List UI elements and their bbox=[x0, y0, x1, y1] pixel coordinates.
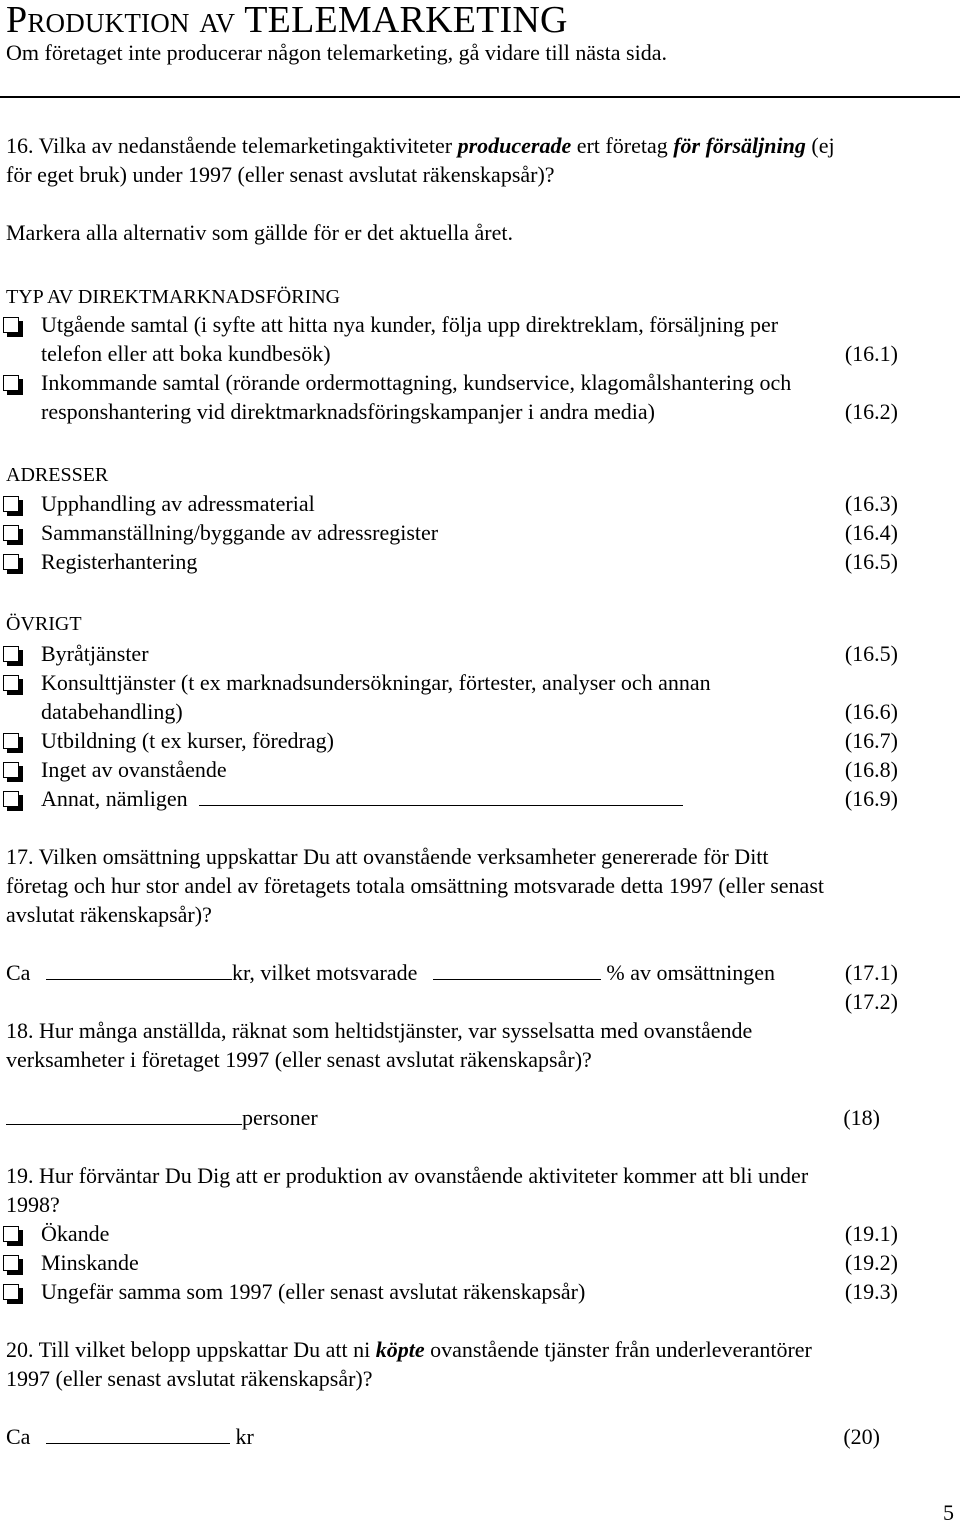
option-code: (16.3) bbox=[844, 491, 898, 516]
q16-emphasis-forsaljning: för försäljning bbox=[673, 133, 806, 158]
option-code: (19.2) bbox=[844, 1250, 898, 1275]
q16-instruction: Markera alla alternativ som gällde för er det aktuella året. bbox=[6, 220, 513, 245]
option-code: (16.1) bbox=[844, 341, 898, 366]
q18-text-line1: 18. Hur många anställda, räknat som heltidstjänster, var sysselsatta med ovanstående bbox=[6, 1018, 753, 1043]
purchase-amount-field[interactable] bbox=[46, 1425, 230, 1444]
option-code: (19.1) bbox=[844, 1221, 898, 1246]
option-label-16-4: Sammanställning/byggande av adressregister bbox=[41, 520, 439, 545]
q19-text-line1: 19. Hur förväntar Du Dig att er produktion av ovanstående aktiviteter kommer att bli under bbox=[6, 1163, 809, 1188]
option-label-byratjanster: Byråtjänster bbox=[41, 641, 149, 666]
page-subtitle: Om företaget inte producerar någon telemarketing, gå vidare till nästa sida. bbox=[6, 40, 667, 65]
q17-text-line3: avslutat räkenskapsår)? bbox=[6, 902, 212, 927]
q16-text-line2: för eget bruk) under 1997 (eller senast avslutat räkenskapsår)? bbox=[6, 162, 555, 187]
option-code: (16.4) bbox=[844, 520, 898, 545]
option-code: (16.5) bbox=[844, 549, 898, 574]
option-code: (18) bbox=[843, 1105, 880, 1130]
checkbox-16-9[interactable] bbox=[3, 791, 19, 807]
q17-text-line1: 17. Vilken omsättning uppskattar Du att ovanstående verksamheter genererade för Ditt bbox=[6, 844, 769, 869]
page-number: 5 bbox=[943, 1500, 954, 1525]
option-label-annat: Annat, nämligen bbox=[41, 786, 188, 811]
checkbox-19-1[interactable] bbox=[3, 1226, 19, 1242]
checkbox-16-5[interactable] bbox=[3, 554, 19, 570]
q17-text-line2: företag och hur stor andel av företagets totala omsättning motsvarade detta 1997 (eller senast bbox=[6, 873, 824, 898]
q16-emphasis-producerade: producerade bbox=[457, 133, 572, 158]
option-label-16-3: Upphandling av adressmaterial bbox=[41, 491, 315, 516]
checkbox-19-2[interactable] bbox=[3, 1255, 19, 1271]
q20-text: ovanstående tjänster från underleverantörer bbox=[424, 1337, 812, 1362]
section-heading-ovrigt: ÖVRIGT bbox=[6, 613, 82, 635]
option-code: (20) bbox=[843, 1424, 880, 1449]
option-code: (16.5) bbox=[844, 641, 898, 666]
employees-field[interactable] bbox=[6, 1106, 242, 1125]
checkbox-16-2[interactable] bbox=[3, 375, 19, 391]
option-code: (17.1) bbox=[844, 960, 898, 985]
checkbox-16-5b[interactable] bbox=[3, 646, 19, 662]
option-label-16-2-cont: responshantering vid direktmarknadsföringskampanjer i andra media) bbox=[41, 399, 655, 424]
option-code: (16.8) bbox=[844, 757, 898, 782]
option-code: (19.3) bbox=[844, 1279, 898, 1304]
option-label-16-5: Registerhantering bbox=[41, 549, 198, 574]
ca-label: Ca bbox=[6, 1424, 31, 1449]
turnover-percent-field[interactable] bbox=[433, 961, 601, 980]
header-divider bbox=[0, 96, 960, 98]
q20-emphasis-kopte: köpte bbox=[375, 1337, 425, 1362]
q19-text-line2: 1998? bbox=[6, 1192, 60, 1217]
section-heading-adresser: ADRESSER bbox=[6, 464, 109, 486]
option-label-16-1-cont: telefon eller att boka kundbesök) bbox=[41, 341, 331, 366]
option-code: (16.6) bbox=[844, 699, 898, 724]
option-label-16-7: Utbildning (t ex kurser, föredrag) bbox=[41, 728, 334, 753]
checkbox-16-1[interactable] bbox=[3, 317, 19, 333]
option-label-16-2: Inkommande samtal (rörande ordermottagning, kundservice, klagomålshantering och bbox=[41, 370, 792, 395]
kr-label: kr bbox=[235, 1424, 254, 1449]
option-label-16-1: Utgående samtal (i syfte att hitta nya kunder, följa upp direktreklam, försäljning per bbox=[41, 312, 779, 337]
q18-answer-row bbox=[6, 1105, 318, 1131]
option-label-16-9 bbox=[41, 786, 683, 812]
annat-text-field[interactable] bbox=[199, 787, 683, 806]
q16-text: 16. Vilka av nedanstående telemarketingaktiviteter bbox=[6, 133, 458, 158]
ca-label: Ca bbox=[6, 960, 31, 985]
option-code: (16.2) bbox=[844, 399, 898, 424]
q20-text: 20. Till vilket belopp uppskattar Du att ni bbox=[6, 1337, 376, 1362]
page-title: Produktion av TELEMARKETING bbox=[6, 0, 568, 41]
option-label-16-6-cont: databehandling) bbox=[41, 699, 183, 724]
option-label-19-2: Minskande bbox=[41, 1250, 139, 1275]
option-label-16-8: Inget av ovanstående bbox=[41, 757, 227, 782]
kr-text: kr, vilket motsvarade bbox=[231, 960, 418, 985]
option-label-19-3: Ungefär samma som 1997 (eller senast avslutat räkenskapsår) bbox=[41, 1279, 586, 1304]
q16-text: ert företag bbox=[571, 133, 674, 158]
q20-text-line1 bbox=[6, 1337, 812, 1363]
q18-text-line2: verksamheter i företaget 1997 (eller senast avslutat räkenskapsår)? bbox=[6, 1047, 592, 1072]
q16-text-line1 bbox=[6, 133, 835, 159]
checkbox-16-7[interactable] bbox=[3, 733, 19, 749]
turnover-amount-field[interactable] bbox=[46, 961, 232, 980]
option-label-16-6: Konsulttjänster (t ex marknadsundersökningar, förtester, analyser och annan bbox=[41, 670, 711, 695]
percent-text: % av omsättningen bbox=[606, 960, 776, 985]
checkbox-16-3[interactable] bbox=[3, 496, 19, 512]
option-code: (16.7) bbox=[844, 728, 898, 753]
checkbox-16-4[interactable] bbox=[3, 525, 19, 541]
checkbox-16-6[interactable] bbox=[3, 675, 19, 691]
option-code: (17.2) bbox=[844, 989, 898, 1014]
checkbox-19-3[interactable] bbox=[3, 1284, 19, 1300]
personer-label: personer bbox=[242, 1105, 318, 1130]
option-code: (16.9) bbox=[844, 786, 898, 811]
option-label-19-1: Ökande bbox=[41, 1221, 110, 1246]
q20-text-line2: 1997 (eller senast avslutat räkenskapsår)? bbox=[6, 1366, 373, 1391]
checkbox-16-8[interactable] bbox=[3, 762, 19, 778]
section-heading-direktmarknadsforing: TYP AV DIREKTMARKNADSFÖRING bbox=[6, 286, 341, 308]
q17-answer-row bbox=[6, 960, 775, 986]
q16-text: (ej bbox=[805, 133, 835, 158]
q20-answer-row bbox=[6, 1424, 254, 1450]
